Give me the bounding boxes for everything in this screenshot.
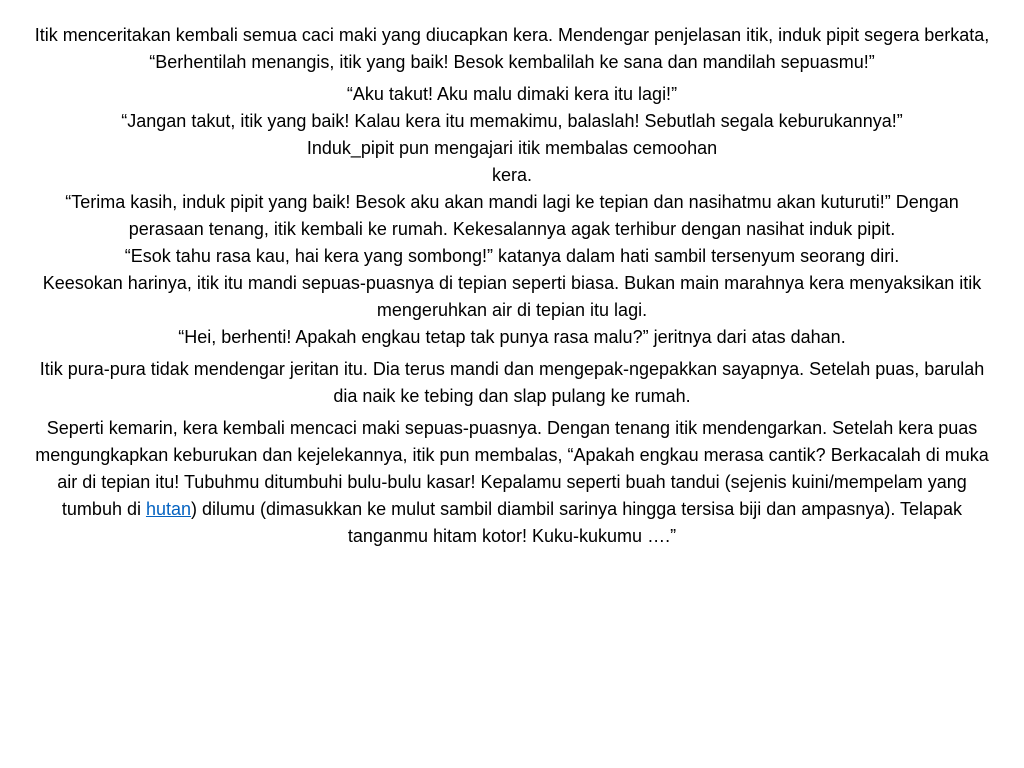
dialogue-line: “Terima kasih, induk pipit yang baik! Besok aku akan mandi lagi ke tepian dan nasihatmu akan kuturuti!” Dengan perasaan tenang, itik kembali ke rumah. Kekesalannya agak terhibur dengan nasihat induk pipit. <box>65 192 959 239</box>
story-paragraph-3: Itik pura-pura tidak mendengar jeritan itu. Dia terus mandi dan mengepak-ngepakkan sayapnya. Setelah puas, barulah dia naik ke tebing dan slap pulang ke rumah. <box>39 359 985 406</box>
story-paragraph-1: Itik menceritakan kembali semua caci maki yang diucapkan kera. Mendengar penjelasan itik, induk pipit segera berkata, “Berhentilah menangis, itik yang baik! Besok kembalilah ke sana dan mandilah sepuasmu!” <box>34 25 990 72</box>
dialogue-line: “Esok tahu rasa kau, hai kera yang sombong!” katanya dalam hati sambil tersenyum seorang diri. <box>124 246 900 266</box>
narration-line: Keesokan harinya, itik itu mandi sepuas-puasnya di tepian seperti biasa. Bukan main marahnya kera menyaksikan itik mengeruhkan air di tepian itu lagi. <box>42 273 982 320</box>
paragraph-4-text-end: ) dilumu (dimasukkan ke mulut sambil diambil sarinya hingga tersisa biji dan ampasnya). Telapak tanganmu hitam kotor! Kuku-kukumu ….” <box>191 499 963 546</box>
dialogue-line: “Jangan takut, itik yang baik! Kalau kera itu memakimu, balaslah! Sebutlah segala keburukannya!” <box>121 111 903 131</box>
story-text-body <box>26 22 998 555</box>
narration-line: kera. <box>491 165 533 185</box>
paragraph-4-text-start: Seperti kemarin, kera kembali mencaci maki sepuas-puasnya. Dengan tenang itik mendengarkan. Setelah kera puas mengungkapkan keburukan dan kejelekannya, itik pun membalas, “Apakah engkau merasa cantik? Berkacalah di muka air di tepian itu! Tubuhmu ditumbuhi bulu-bulu kasar! Kepalamu seperti buah tandui (sejenis kuini/mempelam yang tumbuh di <box>35 418 989 519</box>
dialogue-line: “Hei, berhenti! Apakah engkau tetap tak punya rasa malu?” jeritnya dari atas dahan. <box>178 327 846 347</box>
dialogue-line: “Aku takut! Aku malu dimaki kera itu lagi!” <box>346 84 678 104</box>
story-paragraph-2 <box>26 81 998 351</box>
hutan-link[interactable]: hutan <box>145 499 192 519</box>
narration-line: Induk_pipit pun mengajari itik membalas cemoohan <box>306 138 718 158</box>
story-paragraph-4 <box>26 415 998 550</box>
